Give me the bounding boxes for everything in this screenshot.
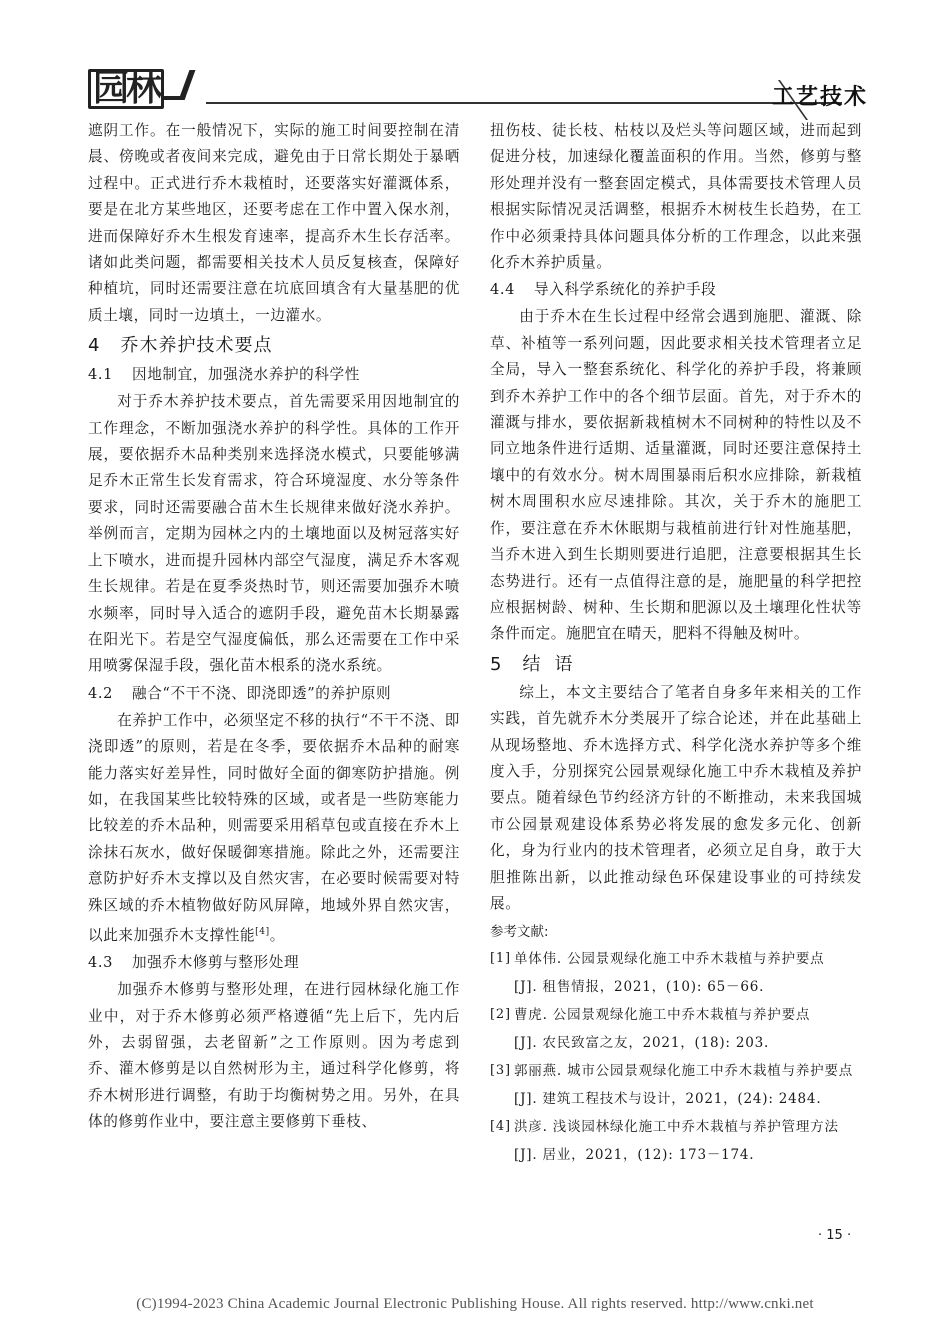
references-title: 参考文献: <box>490 924 549 941</box>
subsection-title: 导入科学系统化的养护手段 <box>534 281 717 299</box>
section-5-heading <box>490 650 862 680</box>
paragraph-4-2-end: 。 <box>269 926 285 944</box>
reference-type: [ J ] <box>514 979 532 995</box>
reference-item <box>490 945 862 1001</box>
section-title: 乔木养护技术要点 <box>120 335 273 357</box>
reference-type: [ J ] <box>514 1091 532 1107</box>
subsection-title: 因地制宜，加强浇水养护的科学性 <box>132 366 360 384</box>
reference-number: [ 1 ] <box>490 945 511 973</box>
section-4-heading <box>88 331 460 361</box>
reference-text: 单体伟. 公园景观绿化施工中乔木栽植与养护要点 <box>514 951 825 968</box>
paragraph-conclusion: 综上，本文主要结合了笔者自身多年来相关的工作实践，首先就乔木分类展开了综合论述，并在此基础上从现场整地、乔木选择方式、科学化浇水养护等多个维度入手，分别探究公园景观绿化施工中乔木栽植及养护要点。随着绿色节约经济方针的不断推动，未来我国城市公园景观建设体系势必将发展的愈发多元化、创新化，身为行业内的技术管理者，必须立足自身，敢于大胆推陈出新，以此推动绿色环保建设事业的可持续发展。 <box>490 683 862 912</box>
journal-logo-text: 园林 <box>88 69 164 109</box>
paragraph-intro: 遮阴工作。在一般情况下，实际的施工时间要控制在清晨、傍晚或者夜间来完成，避免由于日常长期处于暴晒过程中。正式进行乔木栽植时，还要落实好灌溉体系，要是在北方某些地区，还要考虑在工作中置入保水剂，进而保障好乔木生根发育速率，提高乔木生长存活率。诸如此类问题，都需要相关技术人员反复核查，保障好种植坑，同时还需要注意在坑底回填含有大量基肥的优质土壤，同时一边填土，一边灌水。 <box>88 122 460 324</box>
reference-source: . 居业，2021，(12): 173－174. <box>532 1147 755 1164</box>
paragraph-4-2-text: 在养护工作中，必须坚定不移的执行“不干不浇、即浇即透”的原则，若是在冬季，要依据乔木品种的耐寒能力落实好差异性，同时做好全面的御寒防护措施。例如，在我国某些比较特殊的区域，或者是一些防寒能力比较差的乔木品种，则需要采用稻草包或直接在乔木上涂抹石灰水，做好保暖御寒措施。除此之外，还需要注意防护好乔木支撑以及自然灾害，在必要时候需要对特殊区域的乔木植物做好防风屏障，地域外界自然灾害，以此来加强乔木支撑性能 <box>88 711 460 944</box>
subsection-number: 4.3 <box>88 954 114 972</box>
reference-source: . 建筑工程技术与设计，2021，(24): 2484. <box>532 1091 822 1108</box>
section-title: 结语 <box>522 653 587 675</box>
reference-text: 郭丽燕. 城市公园景观绿化施工中乔木栽植与养护要点 <box>514 1063 854 1080</box>
page-number: · 15 · <box>818 1228 852 1243</box>
subsection-number: 4.2 <box>88 684 114 702</box>
copyright-footer: (C)1994-2023 China Academic Journal Electronic Publishing House. All rights reserved. http://www.cnki.net <box>136 1296 814 1312</box>
running-header <box>88 66 868 118</box>
reference-number: [ 3 ] <box>490 1057 511 1085</box>
subsection-number: 4.4 <box>490 281 516 299</box>
reference-type: [ J ] <box>514 1035 532 1051</box>
section-4-1-heading <box>88 361 460 389</box>
reference-source: . 租售情报，2021，(10): 65－66. <box>532 979 765 996</box>
header-rule <box>206 102 842 104</box>
reference-type: [ J ] <box>514 1147 532 1163</box>
section-label: 工艺技术 <box>771 85 868 110</box>
reference-item <box>490 1113 862 1169</box>
reference-number: [ 4 ] <box>490 1113 511 1141</box>
section-number: 5 <box>490 653 503 675</box>
reference-text: 曹虎. 公园景观绿化施工中乔木栽植与养护要点 <box>514 1007 811 1024</box>
paragraph-4-1: 对于乔木养护技术要点，首先需要采用因地制宜的工作理念，不断加强浇水养护的科学性。具体的工作开展，要依据乔木品种类别来选择浇水模式，只要能够满足乔木正常生长发育需求，符合环境湿度、水分等条件要求，同时还需要融合苗木生长规律来做好浇水养护。举例而言，定期为园林之内的土壤地面以及树冠落实好上下喷水，进而提升园林内部空气湿度，满足乔木客观生长规律。若是在夏季炎热时节，则还需要加强乔木喷水频率，同时导入适合的遮阴手段，避免苗木长期暴露在阳光下。若是空气湿度偏低，那么还需要在工作中采用喷雾保湿手段，强化苗木根系的浇水系统。 <box>88 393 460 675</box>
reference-item <box>490 1057 862 1113</box>
paragraph-4-3: 加强乔木修剪与整形处理，在进行园林绿化施工作业中，对于乔木修剪必须严格遵循“先上后下，先内后外，去弱留强，去老留新”之工作原则。因为考虑到乔、灌木修剪是以自然树形为主，通过科学化修剪，将乔木树形进行调整，有助于均衡树势之用。另外，在具体的修剪作业中，要注意主要修剪下垂枝、 <box>88 981 460 1131</box>
section-number: 4 <box>88 335 101 357</box>
reference-source: . 农民致富之友，2021，(18): 203. <box>532 1035 770 1052</box>
paragraph-4-3-continued: 扭伤枝、徒长枝、枯枝以及烂头等问题区域，进而起到促进分枝，加速绿化覆盖面积的作用。当然，修剪与整形处理并没有一整套固定模式，具体需要技术管理人员根据实际情况灵活调整，根据乔木树枝生长趋势，在工作中必须秉持具体问题具体分析的工作理念，以此来强化乔木养护质量。 <box>490 122 862 272</box>
paragraph-4-2 <box>88 708 460 950</box>
journal-logo <box>88 68 190 109</box>
subsection-number: 4.1 <box>88 366 114 384</box>
subsection-title: 融合“不干不浇、即浇即透”的养护原则 <box>132 684 392 702</box>
reference-number: [ 2 ] <box>490 1001 511 1029</box>
reference-item <box>490 1001 862 1057</box>
section-4-3-heading <box>88 949 460 977</box>
paragraph-4-4: 由于乔木在生长过程中经常会遇到施肥、灌溉、除草、补植等一系列问题，因此要求相关技术管理者立足全局，导入一整套系统化、科学化的养护手段，将兼顾到乔木养护工作中的各个细节层面。首先，对于乔木的灌溉与排水，要依据新栽植树木不同树种的特性以及不同立地条件进行适期、适量灌溉，同时还要注意保持土壤中的有效水分。树木周围暴雨后积水应排除，新栽植树木周围积水应尽速排除。其次，关于乔木的施肥工作，要注意在乔木休眠期与栽植前进行针对性施基肥，当乔木进入到生长期则要进行追肥，注意要根据其生长态势进行。还有一点值得注意的是，施肥量的科学把控应根据树龄、树种、生长期和肥源以及土壤理化性状等条件而定。施肥宜在晴天，肥料不得触及树叶。 <box>490 308 862 643</box>
citation-superscript: [4] <box>255 926 270 937</box>
section-4-2-heading <box>88 680 460 708</box>
subsection-title: 加强乔木修剪与整形处理 <box>132 954 300 972</box>
left-column <box>88 118 460 1136</box>
logo-swoosh-icon <box>163 70 196 100</box>
reference-text: 洪彦. 浅谈园林绿化施工中乔木栽植与养护管理方法 <box>514 1119 839 1136</box>
section-4-4-heading <box>490 276 862 304</box>
right-column <box>490 118 862 1169</box>
